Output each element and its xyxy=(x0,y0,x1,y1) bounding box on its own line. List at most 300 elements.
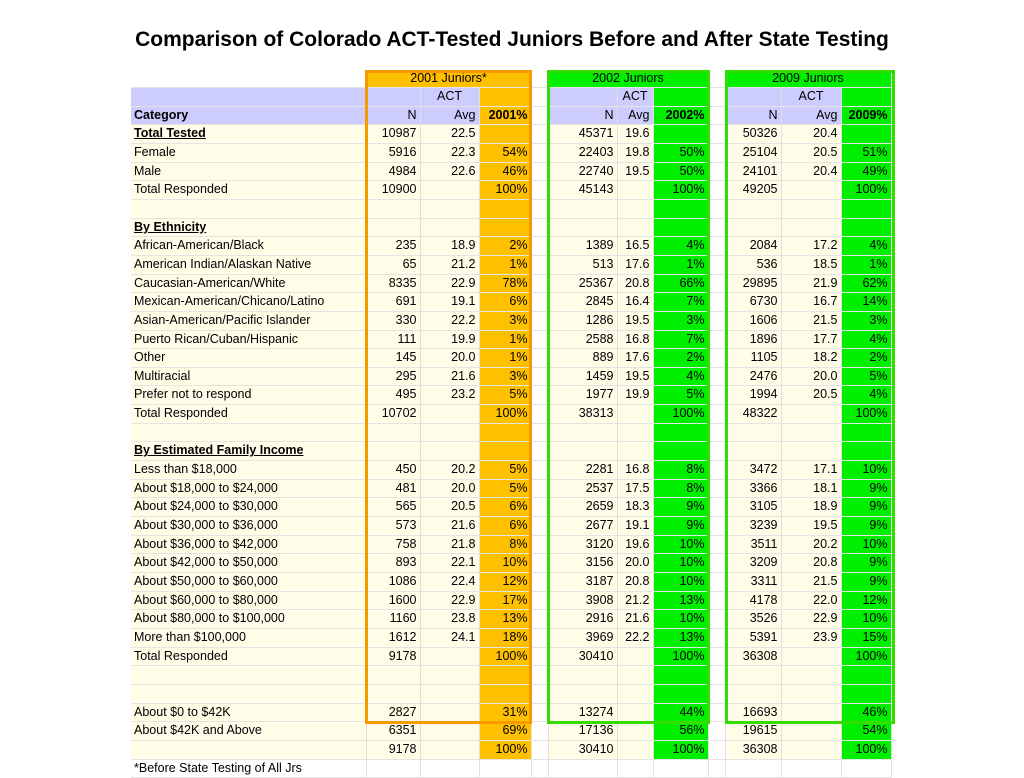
cell-avg-2009: 22.9 xyxy=(781,610,841,629)
cell-avg-2002 xyxy=(617,199,653,218)
cell-pct-2009: 15% xyxy=(841,629,891,648)
cell-avg-2002: 16.4 xyxy=(617,293,653,312)
table-row xyxy=(131,162,891,181)
table-row xyxy=(131,666,891,685)
table-row xyxy=(131,218,891,237)
cell-pct-2002: 4% xyxy=(653,237,708,256)
category-cell: Total Responded xyxy=(131,181,366,200)
cell-n-2001 xyxy=(366,759,420,778)
cell-avg-2009: 18.9 xyxy=(781,498,841,517)
category-cell: *Before State Testing of All Jrs xyxy=(131,759,366,778)
table-row xyxy=(131,740,891,759)
cell-avg-2009 xyxy=(781,181,841,200)
cell-avg-2001: 21.6 xyxy=(420,517,479,536)
cell-pct-2002 xyxy=(653,199,708,218)
header-blank xyxy=(548,88,617,107)
cell-n-2002: 22403 xyxy=(548,143,617,162)
cell-avg-2009 xyxy=(781,740,841,759)
table-row xyxy=(131,311,891,330)
cell-pct-2002: 100% xyxy=(653,405,708,424)
cell-avg-2009: 16.7 xyxy=(781,293,841,312)
cell-pct-2001: 46% xyxy=(479,162,531,181)
category-cell: About $50,000 to $60,000 xyxy=(131,573,366,592)
header-blank xyxy=(841,88,891,107)
separator xyxy=(708,517,725,536)
header-blank xyxy=(131,88,366,107)
cell-n-2002 xyxy=(548,199,617,218)
cell-avg-2009: 20.2 xyxy=(781,535,841,554)
separator xyxy=(531,125,548,144)
table-row xyxy=(131,591,891,610)
separator xyxy=(708,106,725,125)
cell-pct-2001: 100% xyxy=(479,181,531,200)
cell-n-2002: 13274 xyxy=(548,703,617,722)
separator xyxy=(531,349,548,368)
cell-pct-2009: 10% xyxy=(841,610,891,629)
cell-avg-2002: 19.8 xyxy=(617,143,653,162)
cell-n-2001: 295 xyxy=(366,367,420,386)
cell-avg-2002 xyxy=(617,647,653,666)
cell-avg-2009: 20.0 xyxy=(781,367,841,386)
table-row xyxy=(131,517,891,536)
cell-avg-2001: 21.8 xyxy=(420,535,479,554)
cell-pct-2009: 100% xyxy=(841,405,891,424)
cell-n-2002: 2281 xyxy=(548,461,617,480)
cell-avg-2002 xyxy=(617,759,653,778)
cell-pct-2002: 13% xyxy=(653,591,708,610)
cell-n-2001 xyxy=(366,218,420,237)
separator xyxy=(531,255,548,274)
cell-pct-2001 xyxy=(479,666,531,685)
cell-avg-2001: 18.9 xyxy=(420,237,479,256)
separator xyxy=(531,386,548,405)
cell-pct-2009 xyxy=(841,199,891,218)
cell-n-2009: 2084 xyxy=(725,237,781,256)
cell-avg-2009 xyxy=(781,423,841,442)
category-cell xyxy=(131,684,366,703)
header-n-2002: N xyxy=(548,106,617,125)
cell-n-2001 xyxy=(366,684,420,703)
cell-n-2001: 1086 xyxy=(366,573,420,592)
separator xyxy=(708,143,725,162)
table-row xyxy=(131,629,891,648)
cell-pct-2002: 100% xyxy=(653,647,708,666)
table-row xyxy=(131,293,891,312)
separator xyxy=(531,70,548,88)
cell-avg-2009 xyxy=(781,722,841,741)
cell-n-2009: 16693 xyxy=(725,703,781,722)
category-cell xyxy=(131,740,366,759)
cell-avg-2001: 20.2 xyxy=(420,461,479,480)
cell-n-2001: 691 xyxy=(366,293,420,312)
category-cell: Asian-American/Pacific Islander xyxy=(131,311,366,330)
separator xyxy=(708,666,725,685)
separator xyxy=(531,573,548,592)
separator xyxy=(531,461,548,480)
cell-pct-2009: 2% xyxy=(841,349,891,368)
cell-avg-2001: 22.9 xyxy=(420,591,479,610)
cell-avg-2002: 21.6 xyxy=(617,610,653,629)
separator xyxy=(531,330,548,349)
category-cell xyxy=(131,666,366,685)
cell-pct-2002: 2% xyxy=(653,349,708,368)
cell-n-2001: 893 xyxy=(366,554,420,573)
header-blank xyxy=(653,88,708,107)
separator xyxy=(531,181,548,200)
cell-avg-2002: 17.5 xyxy=(617,479,653,498)
cell-n-2009: 1105 xyxy=(725,349,781,368)
separator xyxy=(531,740,548,759)
cell-pct-2002 xyxy=(653,218,708,237)
cell-n-2001: 495 xyxy=(366,386,420,405)
cell-pct-2001: 18% xyxy=(479,629,531,648)
separator xyxy=(531,88,548,107)
category-cell: Total Tested xyxy=(131,125,366,144)
separator xyxy=(708,199,725,218)
separator xyxy=(531,591,548,610)
cell-avg-2002 xyxy=(617,703,653,722)
header-n-2009: N xyxy=(725,106,781,125)
cell-avg-2002: 19.6 xyxy=(617,535,653,554)
cell-avg-2009: 17.2 xyxy=(781,237,841,256)
separator xyxy=(531,666,548,685)
cell-avg-2001: 20.5 xyxy=(420,498,479,517)
cell-avg-2001 xyxy=(420,740,479,759)
cell-avg-2009: 20.8 xyxy=(781,554,841,573)
cell-n-2002 xyxy=(548,759,617,778)
cell-n-2009: 3366 xyxy=(725,479,781,498)
cell-n-2002: 2916 xyxy=(548,610,617,629)
cell-avg-2009 xyxy=(781,703,841,722)
separator xyxy=(531,610,548,629)
cell-n-2009: 3511 xyxy=(725,535,781,554)
separator xyxy=(708,311,725,330)
cell-pct-2009 xyxy=(841,218,891,237)
cell-n-2002: 3187 xyxy=(548,573,617,592)
category-cell xyxy=(131,423,366,442)
cell-avg-2001 xyxy=(420,722,479,741)
table-row xyxy=(131,143,891,162)
cell-n-2001 xyxy=(366,666,420,685)
cell-n-2001: 65 xyxy=(366,255,420,274)
cell-avg-2009: 22.0 xyxy=(781,591,841,610)
cell-pct-2009 xyxy=(841,442,891,461)
cell-avg-2002: 19.5 xyxy=(617,311,653,330)
cell-avg-2001: 21.6 xyxy=(420,367,479,386)
cell-avg-2001 xyxy=(420,199,479,218)
table-row xyxy=(131,237,891,256)
cell-n-2009 xyxy=(725,666,781,685)
category-cell: About $80,000 to $100,000 xyxy=(131,610,366,629)
cell-avg-2001 xyxy=(420,684,479,703)
cell-pct-2002: 8% xyxy=(653,479,708,498)
cell-n-2001 xyxy=(366,423,420,442)
separator xyxy=(708,740,725,759)
separator xyxy=(708,573,725,592)
cell-n-2001: 8335 xyxy=(366,274,420,293)
cell-avg-2009: 23.9 xyxy=(781,629,841,648)
cell-avg-2002 xyxy=(617,722,653,741)
table-row xyxy=(131,759,891,778)
header-2001-juniors: 2001 Juniors* xyxy=(366,70,531,88)
cell-n-2001: 5916 xyxy=(366,143,420,162)
cell-n-2009: 1896 xyxy=(725,330,781,349)
cell-pct-2001: 6% xyxy=(479,517,531,536)
cell-n-2001: 450 xyxy=(366,461,420,480)
category-cell: About $0 to $42K xyxy=(131,703,366,722)
cell-n-2002: 2588 xyxy=(548,330,617,349)
separator xyxy=(708,162,725,181)
cell-pct-2002: 7% xyxy=(653,293,708,312)
cell-avg-2001: 22.1 xyxy=(420,554,479,573)
category-cell: Mexican-American/Chicano/Latino xyxy=(131,293,366,312)
separator xyxy=(531,367,548,386)
cell-n-2009: 24101 xyxy=(725,162,781,181)
category-cell: About $60,000 to $80,000 xyxy=(131,591,366,610)
cell-avg-2009: 20.5 xyxy=(781,143,841,162)
cell-avg-2002: 22.2 xyxy=(617,629,653,648)
cell-pct-2002: 3% xyxy=(653,311,708,330)
cell-pct-2002: 44% xyxy=(653,703,708,722)
cell-n-2002: 1286 xyxy=(548,311,617,330)
separator xyxy=(531,479,548,498)
separator xyxy=(531,199,548,218)
cell-pct-2001: 10% xyxy=(479,554,531,573)
header-row-groups xyxy=(131,70,891,88)
cell-avg-2009 xyxy=(781,405,841,424)
cell-avg-2002: 20.0 xyxy=(617,554,653,573)
header-2002-juniors: 2002 Juniors xyxy=(548,70,708,88)
cell-avg-2002 xyxy=(617,218,653,237)
table-row xyxy=(131,684,891,703)
cell-n-2002: 889 xyxy=(548,349,617,368)
cell-pct-2009: 100% xyxy=(841,181,891,200)
cell-pct-2009: 54% xyxy=(841,722,891,741)
cell-n-2002: 3969 xyxy=(548,629,617,648)
separator xyxy=(708,498,725,517)
cell-pct-2002: 10% xyxy=(653,610,708,629)
table-row xyxy=(131,423,891,442)
cell-avg-2002: 18.3 xyxy=(617,498,653,517)
cell-n-2001: 4984 xyxy=(366,162,420,181)
separator xyxy=(708,405,725,424)
cell-avg-2002: 17.6 xyxy=(617,255,653,274)
table-row xyxy=(131,274,891,293)
category-cell: About $42,000 to $50,000 xyxy=(131,554,366,573)
cell-n-2009: 3209 xyxy=(725,554,781,573)
table-row xyxy=(131,573,891,592)
separator xyxy=(708,647,725,666)
cell-pct-2009: 4% xyxy=(841,386,891,405)
cell-pct-2009: 9% xyxy=(841,498,891,517)
cell-pct-2002: 10% xyxy=(653,554,708,573)
cell-n-2002: 513 xyxy=(548,255,617,274)
separator xyxy=(708,629,725,648)
cell-n-2002: 3908 xyxy=(548,591,617,610)
cell-pct-2001: 3% xyxy=(479,311,531,330)
cell-n-2001 xyxy=(366,442,420,461)
cell-avg-2001: 22.2 xyxy=(420,311,479,330)
separator xyxy=(531,629,548,648)
cell-n-2002: 1389 xyxy=(548,237,617,256)
cell-n-2009: 1606 xyxy=(725,311,781,330)
separator xyxy=(708,255,725,274)
cell-pct-2001: 6% xyxy=(479,293,531,312)
table-row xyxy=(131,181,891,200)
cell-avg-2002 xyxy=(617,423,653,442)
cell-avg-2009 xyxy=(781,666,841,685)
table-row xyxy=(131,349,891,368)
table-row xyxy=(131,386,891,405)
cell-avg-2009: 19.5 xyxy=(781,517,841,536)
separator xyxy=(531,274,548,293)
header-act-2001: ACT xyxy=(420,88,479,107)
cell-n-2001: 10900 xyxy=(366,181,420,200)
cell-avg-2009 xyxy=(781,684,841,703)
separator xyxy=(708,591,725,610)
cell-avg-2001 xyxy=(420,703,479,722)
cell-pct-2002: 9% xyxy=(653,517,708,536)
header-blank xyxy=(131,70,366,88)
cell-pct-2001: 1% xyxy=(479,330,531,349)
separator xyxy=(708,218,725,237)
header-category: Category xyxy=(131,106,366,125)
separator xyxy=(531,143,548,162)
cell-pct-2001: 100% xyxy=(479,647,531,666)
table-row xyxy=(131,199,891,218)
separator xyxy=(531,405,548,424)
cell-n-2002: 2659 xyxy=(548,498,617,517)
cell-n-2009: 19615 xyxy=(725,722,781,741)
cell-n-2009: 3105 xyxy=(725,498,781,517)
separator xyxy=(708,237,725,256)
header-n-2001: N xyxy=(366,106,420,125)
header-blank xyxy=(479,88,531,107)
category-cell: Female xyxy=(131,143,366,162)
cell-pct-2002: 13% xyxy=(653,629,708,648)
cell-pct-2001: 1% xyxy=(479,255,531,274)
cell-pct-2009: 1% xyxy=(841,255,891,274)
cell-pct-2009 xyxy=(841,759,891,778)
separator xyxy=(531,311,548,330)
cell-avg-2002 xyxy=(617,740,653,759)
cell-pct-2002 xyxy=(653,442,708,461)
table-row xyxy=(131,367,891,386)
cell-n-2009: 3472 xyxy=(725,461,781,480)
category-cell: About $42K and Above xyxy=(131,722,366,741)
cell-pct-2002: 66% xyxy=(653,274,708,293)
cell-pct-2009: 3% xyxy=(841,311,891,330)
cell-pct-2001 xyxy=(479,199,531,218)
cell-avg-2009 xyxy=(781,759,841,778)
cell-n-2002: 30410 xyxy=(548,647,617,666)
cell-n-2001: 1160 xyxy=(366,610,420,629)
separator xyxy=(531,162,548,181)
table-row xyxy=(131,479,891,498)
cell-pct-2009: 10% xyxy=(841,535,891,554)
cell-pct-2009: 9% xyxy=(841,554,891,573)
cell-n-2001: 758 xyxy=(366,535,420,554)
cell-n-2009: 36308 xyxy=(725,740,781,759)
cell-n-2002: 17136 xyxy=(548,722,617,741)
cell-avg-2001 xyxy=(420,759,479,778)
separator xyxy=(708,684,725,703)
separator xyxy=(708,759,725,778)
separator xyxy=(531,106,548,125)
cell-avg-2001 xyxy=(420,647,479,666)
cell-avg-2009 xyxy=(781,647,841,666)
cell-avg-2001 xyxy=(420,666,479,685)
category-cell: Caucasian-American/White xyxy=(131,274,366,293)
cell-n-2001: 1612 xyxy=(366,629,420,648)
cell-n-2001: 481 xyxy=(366,479,420,498)
table-row xyxy=(131,330,891,349)
cell-n-2001: 330 xyxy=(366,311,420,330)
separator xyxy=(708,554,725,573)
cell-n-2001: 9178 xyxy=(366,647,420,666)
cell-avg-2002: 20.8 xyxy=(617,274,653,293)
cell-pct-2002 xyxy=(653,423,708,442)
cell-pct-2002: 50% xyxy=(653,143,708,162)
cell-pct-2002: 10% xyxy=(653,535,708,554)
cell-pct-2009: 4% xyxy=(841,237,891,256)
header-pct-2001: 2001% xyxy=(479,106,531,125)
cell-pct-2001: 5% xyxy=(479,479,531,498)
cell-avg-2002 xyxy=(617,181,653,200)
cell-pct-2001: 78% xyxy=(479,274,531,293)
category-cell: Less than $18,000 xyxy=(131,461,366,480)
category-cell: About $30,000 to $36,000 xyxy=(131,517,366,536)
cell-pct-2001: 12% xyxy=(479,573,531,592)
cell-pct-2002: 56% xyxy=(653,722,708,741)
table-row xyxy=(131,461,891,480)
header-blank xyxy=(366,88,420,107)
cell-pct-2001: 6% xyxy=(479,498,531,517)
cell-pct-2009: 51% xyxy=(841,143,891,162)
separator xyxy=(531,535,548,554)
table-row xyxy=(131,255,891,274)
category-cell: Other xyxy=(131,349,366,368)
cell-n-2002: 45371 xyxy=(548,125,617,144)
separator xyxy=(708,442,725,461)
separator xyxy=(708,293,725,312)
cell-n-2002: 30410 xyxy=(548,740,617,759)
cell-pct-2002: 9% xyxy=(653,498,708,517)
cell-pct-2009: 100% xyxy=(841,740,891,759)
cell-n-2002: 38313 xyxy=(548,405,617,424)
cell-avg-2001: 20.0 xyxy=(420,349,479,368)
cell-n-2009: 4178 xyxy=(725,591,781,610)
table-row xyxy=(131,703,891,722)
cell-n-2002 xyxy=(548,218,617,237)
cell-avg-2001: 21.2 xyxy=(420,255,479,274)
separator xyxy=(708,125,725,144)
category-cell: African-American/Black xyxy=(131,237,366,256)
cell-n-2009: 5391 xyxy=(725,629,781,648)
cell-n-2009: 25104 xyxy=(725,143,781,162)
cell-pct-2001: 100% xyxy=(479,740,531,759)
cell-n-2009: 3239 xyxy=(725,517,781,536)
cell-avg-2002: 19.5 xyxy=(617,162,653,181)
separator xyxy=(531,218,548,237)
cell-n-2009 xyxy=(725,684,781,703)
header-row-act xyxy=(131,88,891,107)
cell-n-2009: 29895 xyxy=(725,274,781,293)
table-row xyxy=(131,405,891,424)
category-cell: Multiracial xyxy=(131,367,366,386)
cell-n-2001: 565 xyxy=(366,498,420,517)
cell-n-2002: 22740 xyxy=(548,162,617,181)
